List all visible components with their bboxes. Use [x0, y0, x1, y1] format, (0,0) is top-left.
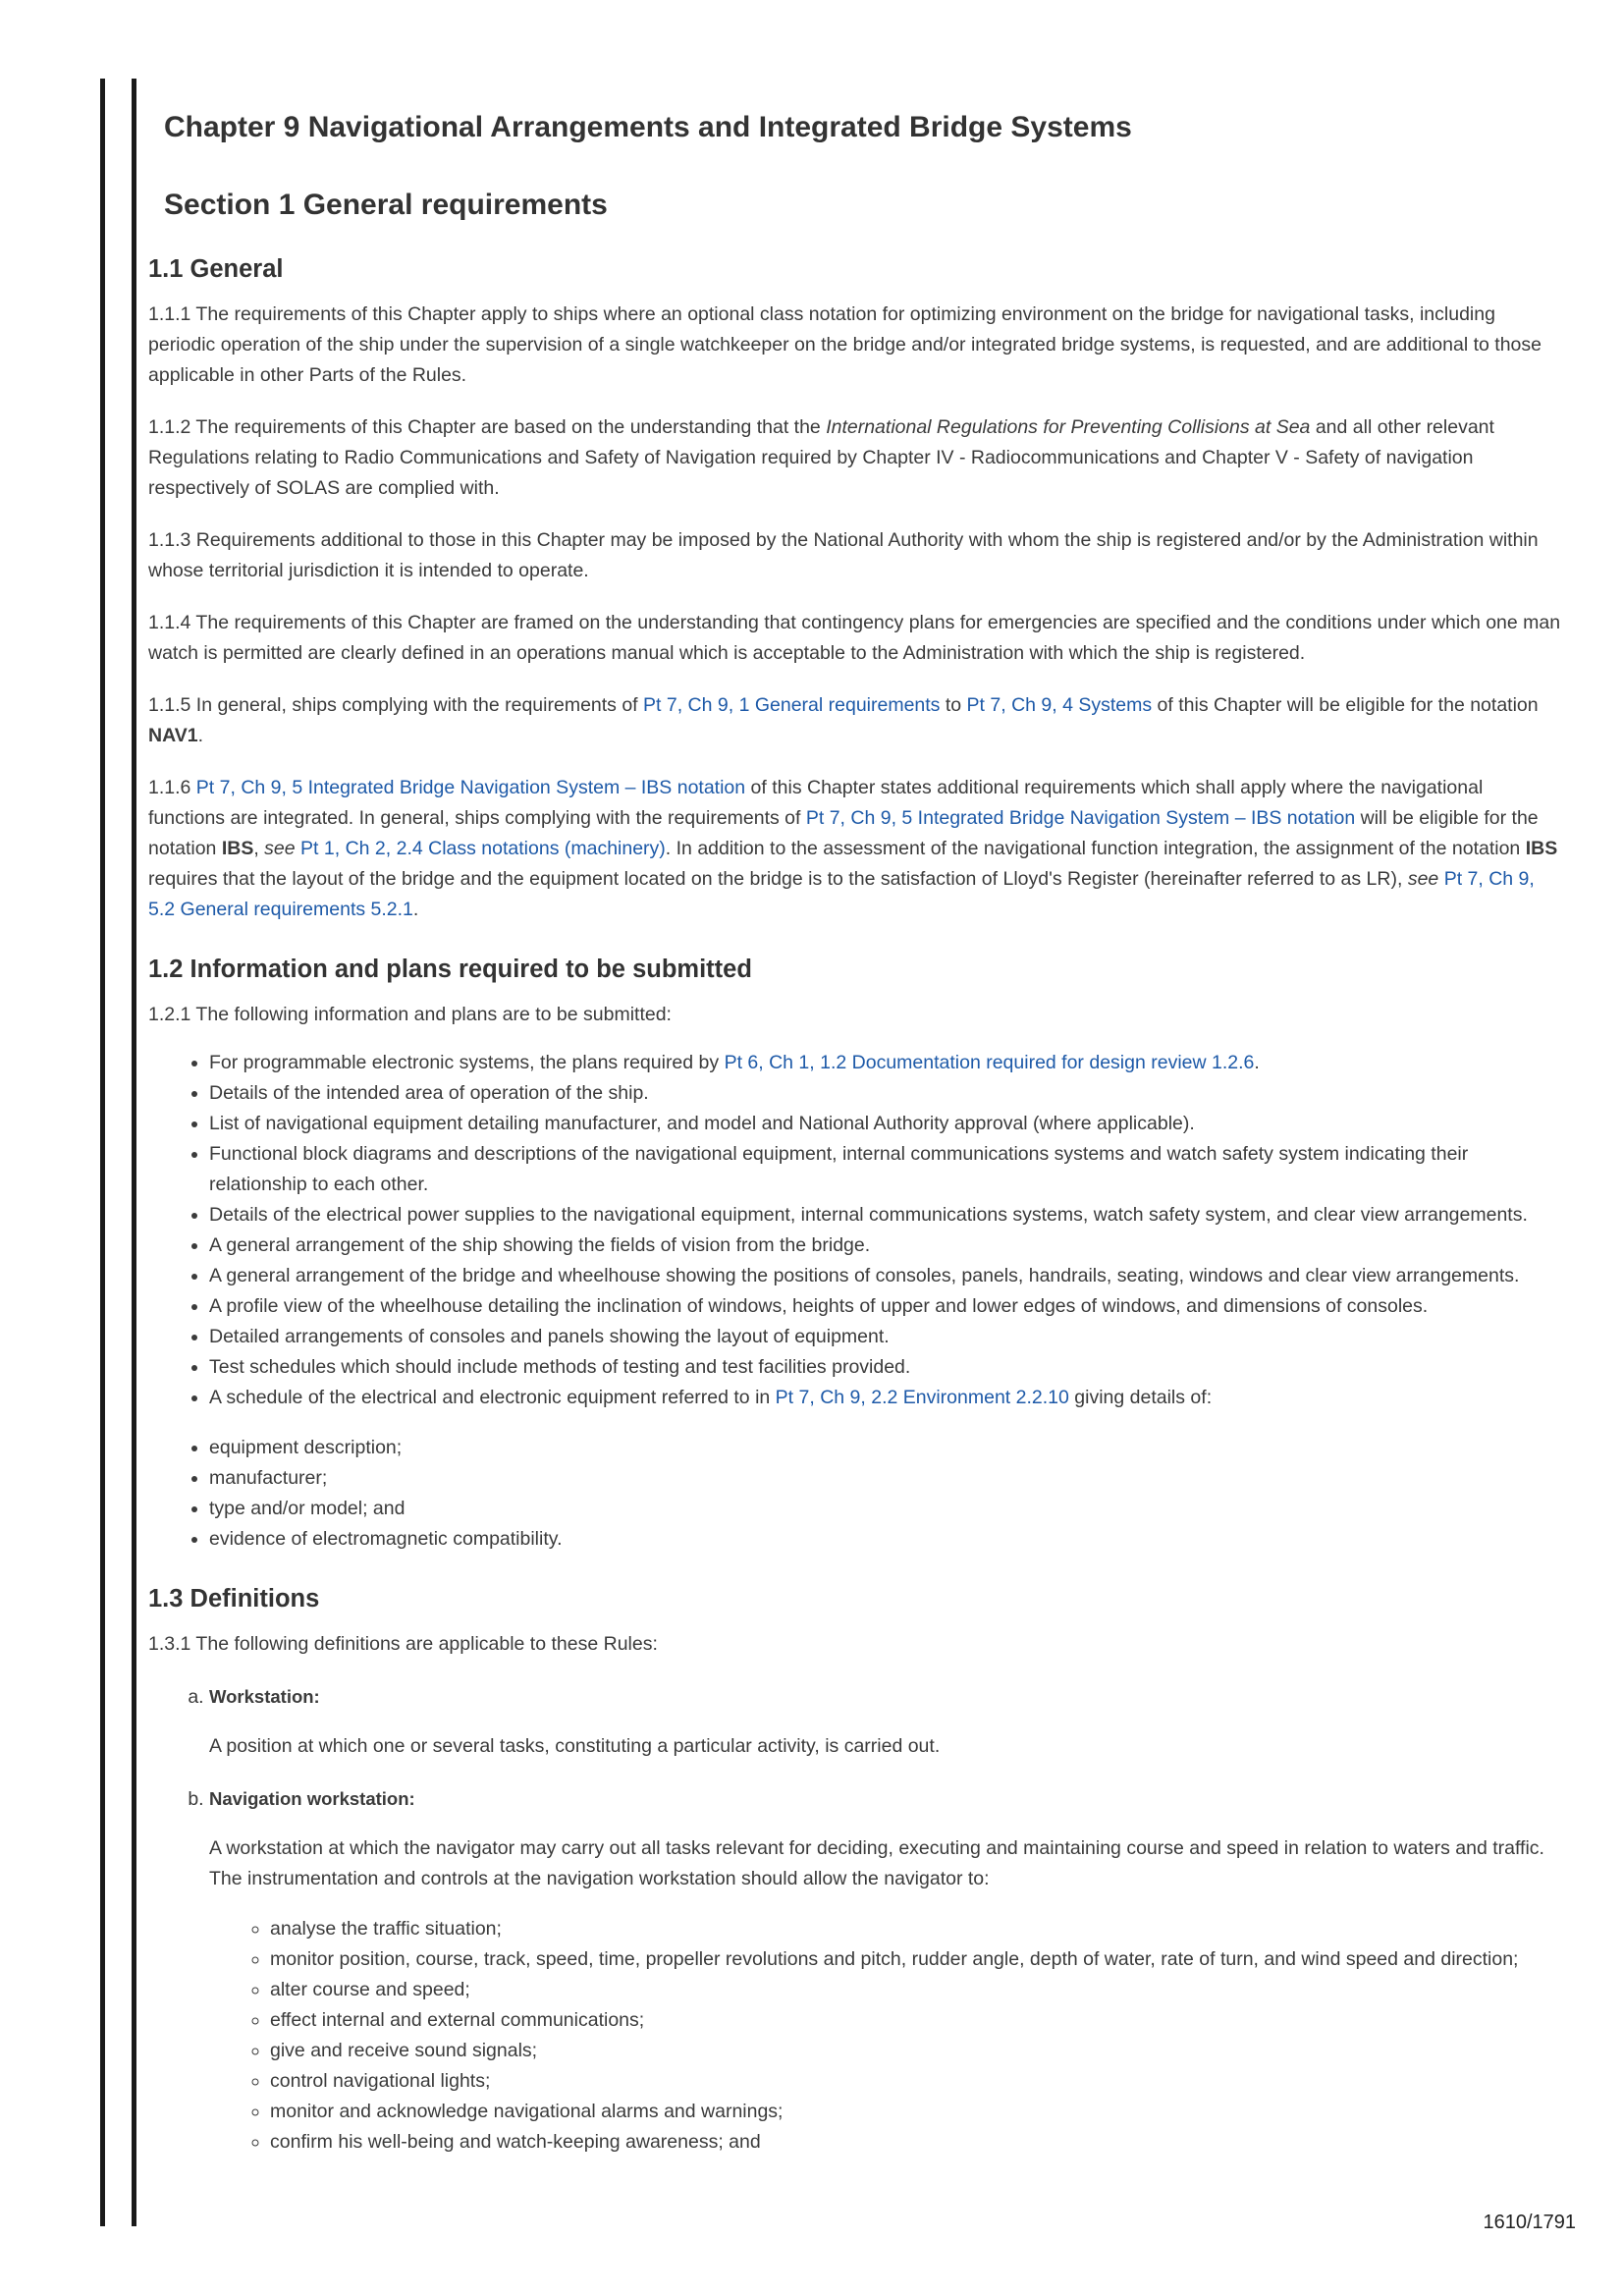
list-item: • List of navigational equipment detailing manufacturer, and model and National Authority approval (where applicable).: [209, 1109, 1564, 1139]
link-pt7-ch9-5[interactable]: Pt 7, Ch 9, 5 Integrated Bridge Navigation System – IBS notation: [195, 777, 746, 798]
list-item: ◦ alter course and speed;: [270, 1975, 1564, 2005]
list-item: • A schedule of the electrical and electronic equipment referred to in Pt 7, Ch 9, 2.2 Environment 2.2.10 giving details of:: [209, 1383, 1564, 1413]
para-1-1-6: 1.1.6 Pt 7, Ch 9, 5 Integrated Bridge Navigation System – IBS notation of this Chapter states additional requirements which shall apply where the navigational functions are integrated. In general, ships complying with the requirements of Pt 7, Ch 9, 5 Integrated Bridge Navigation System – IBS notation will be eligible for the notation IBS, see Pt 1, Ch 2, 2.4 Class notations (machinery). In addition to the assessment of the navigational function integration, the assignment of the notation IBS requires that the layout of the bridge and the equipment located on the bridge is to the satisfaction of Lloyd's Register (hereinafter referred to as LR), see Pt 7, Ch 9, 5.2 General requirements 5.2.1.: [148, 777, 1558, 920]
list-item: ◦ control navigational lights;: [270, 2066, 1564, 2097]
list-item: • Functional block diagrams and descriptions of the navigational equipment, internal communications systems and watch safety system indicating their relationship to each other.: [209, 1139, 1564, 1200]
list-item: • Detailed arrangements of consoles and panels showing the layout of equipment.: [209, 1322, 1564, 1352]
list-item: ◦ analyse the traffic situation;: [270, 1914, 1564, 1944]
para-1-1-4: 1.1.4 The requirements of this Chapter are framed on the understanding that contingency plans for emergencies are specified and the conditions under which one man watch is permitted are clearly defined in an operations manual which is acceptable to the Administration with which the ship is registered.: [148, 612, 1561, 664]
link-pt7-ch9-5-2[interactable]: Pt 7, Ch 9, 5.2 General requirements 5.2.1: [148, 868, 1535, 920]
list-item: • A profile view of the wheelhouse detailing the inclination of windows, heights of upper and lower edges of windows, and dimensions of consoles.: [209, 1291, 1564, 1322]
left-margin-bar: [100, 79, 105, 2226]
submission-list: [148, 1048, 1564, 1413]
page-number: 1610/1791: [1483, 2212, 1576, 2233]
list-item: • For programmable electronic systems, the plans required by Pt 6, Ch 1, 1.2 Documentation required for design review 1.2.6.: [209, 1048, 1564, 1078]
section-title: Section 1 General requirements: [164, 189, 608, 221]
definition-text: A position at which one or several tasks, constituting a particular activity, is carried out.: [209, 1735, 941, 1757]
equipment-details-list: [148, 1433, 1564, 1555]
chapter-title: Chapter 9 Navigational Arrangements and Integrated Bridge Systems: [164, 111, 1132, 143]
para-1-1-3: 1.1.3 Requirements additional to those in this Chapter may be imposed by the National Authority with whom the ship is registered and/or by the Administration within whose territorial jurisdiction it is intended to operate.: [148, 529, 1539, 581]
definition-text: A workstation at which the navigator may carry out all tasks relevant for deciding, executing and maintaining course and speed in relation to waters and traffic. The instrumentation and controls at the navigation workstation should allow the navigator to:: [209, 1837, 1544, 1889]
definition-term: b. Navigation workstation:: [209, 1788, 415, 1809]
list-item: • Details of the electrical power supplies to the navigational equipment, internal communications systems, watch safety system, and clear view arrangements.: [209, 1200, 1564, 1230]
list-item: • evidence of electromagnetic compatibility.: [209, 1524, 1564, 1555]
list-item: ◦ monitor and acknowledge navigational alarms and warnings;: [270, 2097, 1564, 2127]
definition-term: a. Workstation:: [209, 1686, 320, 1707]
definition-item: [209, 1681, 1564, 1762]
link-pt6-ch1-1-2[interactable]: Pt 6, Ch 1, 1.2 Documentation required for design review 1.2.6: [724, 1052, 1255, 1073]
list-item: ◦ give and receive sound signals;: [270, 2036, 1564, 2066]
para-1-2-1: 1.2.1 The following information and plans are to be submitted:: [148, 1004, 672, 1025]
para-1-1-5: 1.1.5 In general, ships complying with the requirements of Pt 7, Ch 9, 1 General requirements to Pt 7, Ch 9, 4 Systems of this Chapter will be eligible for the notation NAV1.: [148, 694, 1539, 746]
link-pt7-ch9-2-2[interactable]: Pt 7, Ch 9, 2.2 Environment 2.2.10: [775, 1387, 1069, 1408]
link-pt7-ch9-5-b[interactable]: Pt 7, Ch 9, 5 Integrated Bridge Navigation System – IBS notation: [805, 807, 1356, 829]
list-item: • Details of the intended area of operation of the ship.: [209, 1078, 1564, 1109]
heading-1-2: 1.2 Information and plans required to be submitted: [148, 956, 752, 983]
document-body: [148, 108, 1564, 2167]
list-item: • A general arrangement of the bridge and wheelhouse showing the positions of consoles, panels, handrails, seating, windows and clear view arrangements.: [209, 1261, 1564, 1291]
heading-1-3: 1.3 Definitions: [148, 1585, 320, 1613]
list-item: ◦ effect internal and external communications;: [270, 2005, 1564, 2036]
list-item: ◦ confirm his well-being and watch-keeping awareness; and: [270, 2127, 1564, 2158]
para-1-3-1: 1.3.1 The following definitions are applicable to these Rules:: [148, 1633, 658, 1655]
left-margin-bar-inner: [132, 79, 136, 2226]
para-1-1-2: 1.1.2 The requirements of this Chapter are based on the understanding that the International Regulations for Preventing Collisions at Sea and all other relevant Regulations relating to Radio Communications and Safety of Navigation required by Chapter IV - Radiocommunications and Chapter V - Safety of navigation respectively of SOLAS are complied with.: [148, 416, 1494, 499]
list-item: ◦ monitor position, course, track, speed, time, propeller revolutions and pitch, rudder angle, depth of water, rate of turn, and wind speed and direction;: [270, 1944, 1564, 1975]
navigator-tasks-list: [209, 1914, 1564, 2158]
link-pt7-ch9-4[interactable]: Pt 7, Ch 9, 4 Systems: [966, 694, 1153, 716]
definition-item: [209, 1783, 1564, 2158]
list-item: • equipment description;: [209, 1433, 1564, 1463]
para-1-1-1: 1.1.1 The requirements of this Chapter apply to ships where an optional class notation for optimizing environment on the bridge for navigational tasks, including periodic operation of the ship under the supervision of a single watchkeeper on the bridge and/or integrated bridge systems, is requested, and are additional to those applicable in other Parts of the Rules.: [148, 303, 1542, 386]
list-item: • type and/or model; and: [209, 1494, 1564, 1524]
definitions-list: [148, 1681, 1564, 2158]
list-item: • A general arrangement of the ship showing the fields of vision from the bridge.: [209, 1230, 1564, 1261]
list-item: • manufacturer;: [209, 1463, 1564, 1494]
list-item: • Test schedules which should include methods of testing and test facilities provided.: [209, 1352, 1564, 1383]
link-pt7-ch9-1[interactable]: Pt 7, Ch 9, 1 General requirements: [643, 694, 941, 716]
heading-1-1: 1.1 General: [148, 255, 284, 283]
link-pt1-ch2-2-4[interactable]: Pt 1, Ch 2, 2.4 Class notations (machinery): [300, 838, 666, 859]
